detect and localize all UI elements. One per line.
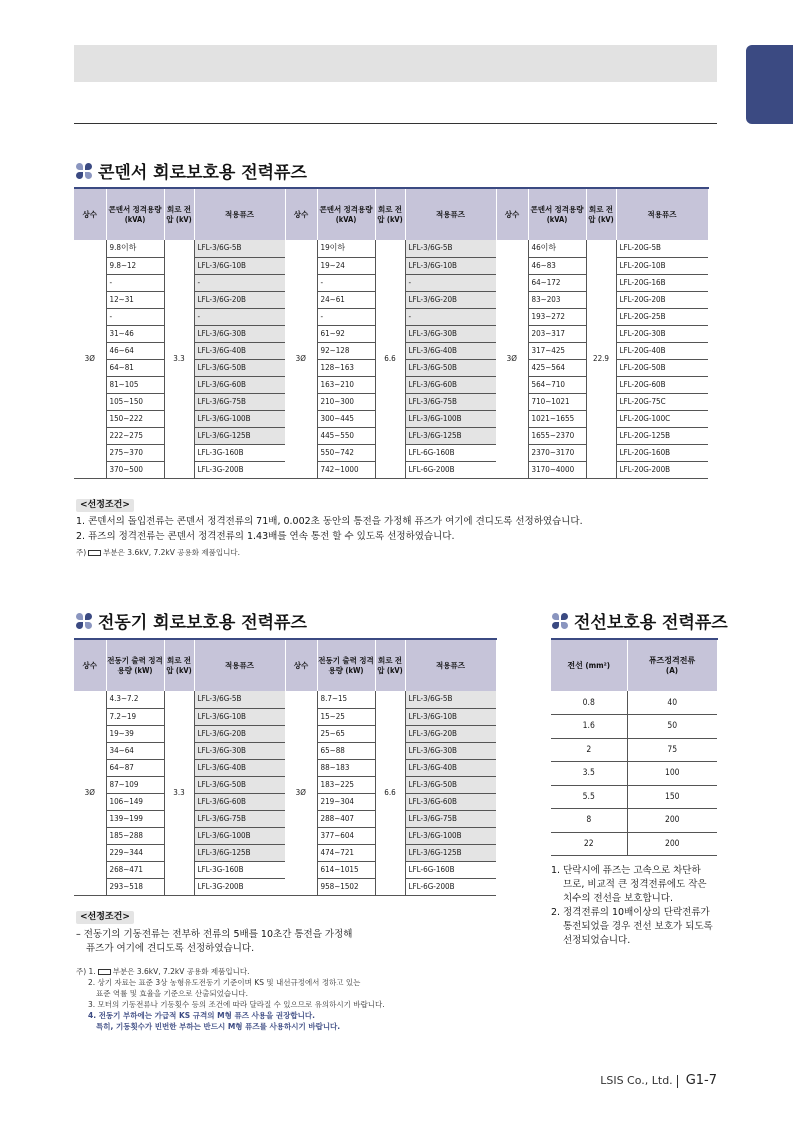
- fuse-cell: LFL-20G-100C: [616, 410, 708, 427]
- fuse-cell: LFL-3/6G-20B: [405, 291, 496, 308]
- capacity-cell: 185~288: [106, 827, 164, 844]
- fuse-cell: -: [194, 308, 285, 325]
- capacity-cell: 219~304: [317, 793, 375, 810]
- fuse-cell: LFL-3/6G-75B: [405, 810, 496, 827]
- fuse-cell: LFL-3/6G-125B: [194, 844, 285, 861]
- motor-footnote-4b: 특히, 기동횟수가 빈번한 부하는 반드시 M형 퓨즈를 사용하시기 바랍니다.: [96, 1022, 341, 1031]
- col-header-capacity: 콘덴서 정격용량 (kVA): [528, 188, 586, 240]
- col-header-voltage: 회로 전압 (kV): [586, 188, 616, 240]
- fuse-cell: LFL-3/6G-30B: [405, 325, 496, 342]
- header-bar: [74, 45, 717, 82]
- page-number: G1-7: [685, 1073, 717, 1088]
- motor-fuse-table: [74, 638, 497, 896]
- capacity-cell: 61~92: [317, 325, 375, 342]
- capacity-cell: 106~149: [106, 793, 164, 810]
- wire-size-cell: 0.8: [551, 691, 627, 715]
- fuse-cell: LFL-20G-5B: [616, 240, 708, 257]
- fuse-cell: LFL-20G-10B: [616, 257, 708, 274]
- wire-size-cell: 22: [551, 832, 627, 856]
- col-header-phase: 상수: [74, 639, 106, 691]
- bullet-icon: [76, 613, 92, 629]
- capacity-cell: 425~564: [528, 359, 586, 376]
- capacity-cell: 710~1021: [528, 393, 586, 410]
- page-footer: [600, 1073, 717, 1088]
- fuse-cell: LFL-3/6G-100B: [194, 410, 285, 427]
- col-header-fuse: 적용퓨즈: [616, 188, 708, 240]
- fuse-rating-cell: 40: [627, 691, 717, 715]
- capacity-cell: 105~150: [106, 393, 164, 410]
- capacity-cell: 3170~4000: [528, 461, 586, 478]
- wire-size-cell: 3.5: [551, 762, 627, 786]
- fuse-cell: LFL-20G-20B: [616, 291, 708, 308]
- fuse-cell: LFL-3/6G-5B: [194, 240, 285, 257]
- capacity-cell: 183~225: [317, 776, 375, 793]
- capacity-cell: 742~1000: [317, 461, 375, 478]
- table-row: [551, 785, 717, 809]
- voltage-cell: 6.6: [375, 240, 405, 478]
- capacity-cell: -: [317, 308, 375, 325]
- section-title-wire: 전선보호용 전력퓨즈: [552, 608, 728, 633]
- capacity-cell: 25~65: [317, 725, 375, 742]
- capacity-cell: 87~109: [106, 776, 164, 793]
- phase-cell: 3Ø: [285, 691, 317, 895]
- capacity-cell: 12~31: [106, 291, 164, 308]
- fuse-cell: LFL-3/6G-125B: [194, 427, 285, 444]
- fuse-rating-cell: 50: [627, 715, 717, 739]
- voltage-cell: 3.3: [164, 691, 194, 895]
- capacity-cell: 210~300: [317, 393, 375, 410]
- capacity-cell: 288~407: [317, 810, 375, 827]
- fuse-cell: LFL-3/6G-125B: [405, 844, 496, 861]
- fuse-cell: LFL-3/6G-50B: [405, 776, 496, 793]
- col-header-capacity: 콘덴서 정격용량 (kVA): [317, 188, 375, 240]
- fuse-cell: LFL-3/6G-20B: [194, 291, 285, 308]
- fuse-cell: LFL-3/6G-20B: [194, 725, 285, 742]
- col-header-wire: 전선 (mm²): [551, 639, 627, 691]
- capacity-cell: -: [106, 308, 164, 325]
- capacity-cell: 88~183: [317, 759, 375, 776]
- wire-size-cell: 2: [551, 738, 627, 762]
- capacity-cell: 958~1502: [317, 878, 375, 895]
- capacity-cell: -: [106, 274, 164, 291]
- fuse-cell: LFL-20G-60B: [616, 376, 708, 393]
- capacity-cell: 550~742: [317, 444, 375, 461]
- shaded-box-icon: [98, 969, 111, 975]
- fuse-rating-cell: 200: [627, 832, 717, 856]
- capacity-cell: 163~210: [317, 376, 375, 393]
- capacity-cell: 293~518: [106, 878, 164, 895]
- col-header-fuse: 적용퓨즈: [194, 188, 285, 240]
- capacity-cell: 275~370: [106, 444, 164, 461]
- col-header-capacity: 전동기 출력 정격용량 (kW): [317, 639, 375, 691]
- capacity-cell: 1021~1655: [528, 410, 586, 427]
- bullet-icon: [552, 613, 568, 629]
- fuse-cell: -: [405, 274, 496, 291]
- capacity-cell: 317~425: [528, 342, 586, 359]
- fuse-cell: LFL-3/6G-100B: [194, 827, 285, 844]
- capacity-cell: 19~39: [106, 725, 164, 742]
- phase-cell: 3Ø: [285, 240, 317, 478]
- fuse-cell: LFL-3/6G-40B: [194, 759, 285, 776]
- phase-cell: 3Ø: [74, 691, 106, 895]
- wire-note-1c: 치수의 전선을 보호합니다.: [563, 893, 674, 904]
- fuse-cell: LFL-3/6G-100B: [405, 410, 496, 427]
- table-row: [551, 691, 717, 715]
- capacity-cell: 46~64: [106, 342, 164, 359]
- col-header-voltage: 회로 전압 (kV): [164, 188, 194, 240]
- fuse-cell: LFL-20G-200B: [616, 461, 708, 478]
- table-row: [74, 691, 496, 708]
- table-row: [74, 240, 708, 257]
- fuse-cell: LFL-3/6G-50B: [194, 776, 285, 793]
- wire-fuse-table: [551, 638, 718, 856]
- capacity-cell: 31~46: [106, 325, 164, 342]
- bullet-icon: [76, 163, 92, 179]
- cap-note-3: 주) 부분은 3.6kV, 7.2kV 공용화 제품입니다.: [76, 548, 240, 557]
- fuse-cell: LFL-20G-25B: [616, 308, 708, 325]
- motor-footnote-1: 주) 1. 부분은 3.6kV, 7.2kV 공용화 제품입니다.: [76, 967, 250, 976]
- fuse-cell: LFL-3/6G-40B: [194, 342, 285, 359]
- capacity-cell: 65~88: [317, 742, 375, 759]
- capacity-cell: 7.2~19: [106, 708, 164, 725]
- fuse-cell: LFL-20G-30B: [616, 325, 708, 342]
- capacity-cell: 8.7~15: [317, 691, 375, 708]
- fuse-rating-cell: 150: [627, 785, 717, 809]
- fuse-cell: LFL-6G-160B: [405, 444, 496, 461]
- fuse-cell: LFL-3G-200B: [194, 461, 285, 478]
- voltage-cell: 22.9: [586, 240, 616, 478]
- capacity-cell: 222~275: [106, 427, 164, 444]
- col-header-phase: 상수: [74, 188, 106, 240]
- col-header-voltage: 회로 전압 (kV): [375, 639, 405, 691]
- capacity-cell: 445~550: [317, 427, 375, 444]
- fuse-cell: LFL-20G-160B: [616, 444, 708, 461]
- voltage-cell: 6.6: [375, 691, 405, 895]
- fuse-cell: LFL-3/6G-125B: [405, 427, 496, 444]
- col-header-voltage: 회로 전압 (kV): [375, 188, 405, 240]
- capacity-cell: 203~317: [528, 325, 586, 342]
- capacity-cell: 4.3~7.2: [106, 691, 164, 708]
- table-row: [551, 738, 717, 762]
- fuse-cell: LFL-20G-16B: [616, 274, 708, 291]
- capacity-cell: 46~83: [528, 257, 586, 274]
- wire-note-1b: 므로, 비교적 큰 정격전류에도 작은: [563, 879, 707, 890]
- cap-condition-badge: <선정조건>: [76, 498, 134, 512]
- capacity-cell: 193~272: [528, 308, 586, 325]
- capacity-cell: 24~61: [317, 291, 375, 308]
- fuse-cell: LFL-3/6G-75B: [405, 393, 496, 410]
- fuse-cell: LFL-20G-125B: [616, 427, 708, 444]
- capacity-cell: 9.8~12: [106, 257, 164, 274]
- fuse-cell: -: [194, 274, 285, 291]
- table-row: [551, 809, 717, 833]
- fuse-cell: LFL-3/6G-10B: [405, 708, 496, 725]
- voltage-cell: 3.3: [164, 240, 194, 478]
- fuse-cell: LFL-3/6G-60B: [405, 376, 496, 393]
- table-row: [551, 715, 717, 739]
- fuse-cell: LFL-3/6G-20B: [405, 725, 496, 742]
- motor-footnote-4a: 4. 전동기 부하에는 가급적 KS 규격의 M형 퓨즈 사용을 권장합니다.: [88, 1011, 315, 1020]
- capacity-cell: 139~199: [106, 810, 164, 827]
- fuse-cell: LFL-3/6G-10B: [194, 708, 285, 725]
- capacity-cell: 150~222: [106, 410, 164, 427]
- capacity-cell: 64~87: [106, 759, 164, 776]
- capacity-cell: 64~172: [528, 274, 586, 291]
- phase-cell: 3Ø: [74, 240, 106, 478]
- motor-note-1b: 퓨즈가 여기에 견디도록 선정하였습니다.: [86, 943, 255, 954]
- wire-note-2b: 통전되었을 경우 전선 보호가 되도록: [563, 921, 713, 932]
- col-header-capacity: 콘덴서 정격용량 (kVA): [106, 188, 164, 240]
- wire-size-cell: 1.6: [551, 715, 627, 739]
- shaded-box-icon: [88, 550, 101, 556]
- chapter-tab: [746, 45, 793, 124]
- capacity-cell: 34~64: [106, 742, 164, 759]
- section-title-capacitor: 콘덴서 회로보호용 전력퓨즈: [76, 158, 307, 183]
- capacity-cell: 229~344: [106, 844, 164, 861]
- fuse-cell: LFL-3/6G-60B: [194, 793, 285, 810]
- capacity-cell: 9.8이하: [106, 240, 164, 257]
- motor-condition-badge: <선정조건>: [76, 910, 134, 924]
- col-header-fuse: 적용퓨즈: [405, 188, 496, 240]
- cap-note-2: 2. 퓨즈의 정격전류는 콘덴서 정격전류의 1.43배를 연속 통전 할 수 있도록 선정하였습니다.: [76, 531, 455, 542]
- fuse-cell: LFL-6G-160B: [405, 861, 496, 878]
- capacity-cell: 474~721: [317, 844, 375, 861]
- fuse-cell: LFL-3/6G-10B: [194, 257, 285, 274]
- fuse-rating-cell: 100: [627, 762, 717, 786]
- col-header-phase: 상수: [285, 639, 317, 691]
- capacity-cell: 370~500: [106, 461, 164, 478]
- motor-footnote-2a: 2. 상기 자료는 표준 3상 농형유도전동기 기준이며 KS 및 내선규정에서 정하고 있는: [88, 978, 361, 987]
- fuse-cell: LFL-3G-160B: [194, 861, 285, 878]
- fuse-cell: LFL-20G-40B: [616, 342, 708, 359]
- fuse-cell: LFL-3/6G-10B: [405, 257, 496, 274]
- fuse-cell: LFL-6G-200B: [405, 878, 496, 895]
- capacity-cell: 92~128: [317, 342, 375, 359]
- capacity-cell: 64~81: [106, 359, 164, 376]
- capacity-cell: 564~710: [528, 376, 586, 393]
- capacity-cell: 19~24: [317, 257, 375, 274]
- motor-footnote-3: 3. 모터의 기동전류나 기동횟수 등의 조건에 따라 달라질 수 있으므로 유의하시기 바랍니다.: [88, 1000, 385, 1009]
- fuse-cell: -: [405, 308, 496, 325]
- table-row: [551, 832, 717, 856]
- capacity-cell: 15~25: [317, 708, 375, 725]
- capacity-cell: 1655~2370: [528, 427, 586, 444]
- phase-cell: 3Ø: [496, 240, 528, 478]
- motor-footnote-2b: 표준 역률 및 효율을 기준으로 산출되었습니다.: [96, 989, 248, 998]
- fuse-cell: LFL-3/6G-100B: [405, 827, 496, 844]
- fuse-rating-cell: 200: [627, 809, 717, 833]
- fuse-cell: LFL-20G-50B: [616, 359, 708, 376]
- col-header-fuse: 적용퓨즈: [194, 639, 285, 691]
- fuse-cell: LFL-3/6G-5B: [405, 691, 496, 708]
- capacitor-fuse-table: [74, 187, 709, 479]
- capacity-cell: 268~471: [106, 861, 164, 878]
- fuse-cell: LFL-3/6G-75B: [194, 810, 285, 827]
- fuse-rating-cell: 75: [627, 738, 717, 762]
- footer-divider: [677, 1075, 678, 1088]
- capacity-cell: 19이하: [317, 240, 375, 257]
- fuse-cell: LFL-3/6G-50B: [405, 359, 496, 376]
- capacity-cell: 614~1015: [317, 861, 375, 878]
- fuse-cell: LFL-3/6G-40B: [405, 759, 496, 776]
- col-header-phase: 상수: [285, 188, 317, 240]
- fuse-cell: LFL-3/6G-40B: [405, 342, 496, 359]
- capacity-cell: 300~445: [317, 410, 375, 427]
- capacity-cell: 46이하: [528, 240, 586, 257]
- fuse-cell: LFL-3/6G-60B: [194, 376, 285, 393]
- fuse-cell: LFL-3/6G-75B: [194, 393, 285, 410]
- capacity-cell: 2370~3170: [528, 444, 586, 461]
- capacity-cell: 81~105: [106, 376, 164, 393]
- wire-size-cell: 8: [551, 809, 627, 833]
- fuse-cell: LFL-3/6G-5B: [194, 691, 285, 708]
- fuse-cell: LFL-6G-200B: [405, 461, 496, 478]
- table-row: [551, 762, 717, 786]
- fuse-cell: LFL-3/6G-30B: [194, 325, 285, 342]
- wire-note-1a: 1. 단락시에 퓨즈는 고속으로 차단하: [551, 865, 701, 876]
- footer-company: LSIS Co., Ltd.: [600, 1074, 673, 1087]
- fuse-cell: LFL-3/6G-5B: [405, 240, 496, 257]
- col-header-phase: 상수: [496, 188, 528, 240]
- fuse-cell: LFL-3/6G-50B: [194, 359, 285, 376]
- header-rule: [74, 123, 717, 124]
- fuse-cell: LFL-3G-200B: [194, 878, 285, 895]
- section-title-motor: 전동기 회로보호용 전력퓨즈: [76, 608, 307, 633]
- capacity-cell: -: [317, 274, 375, 291]
- fuse-cell: LFL-3/6G-30B: [405, 742, 496, 759]
- wire-size-cell: 5.5: [551, 785, 627, 809]
- fuse-cell: LFL-3/6G-60B: [405, 793, 496, 810]
- col-header-rating: 퓨즈정격전류 (A): [627, 639, 717, 691]
- col-header-voltage: 회로 전압 (kV): [164, 639, 194, 691]
- wire-note-2c: 선정되었습니다.: [563, 935, 631, 946]
- capacity-cell: 83~203: [528, 291, 586, 308]
- col-header-capacity: 전동기 출력 정격용량 (kW): [106, 639, 164, 691]
- wire-note-2a: 2. 정격전류의 10배이상의 단락전류가: [551, 907, 710, 918]
- capacity-cell: 128~163: [317, 359, 375, 376]
- col-header-fuse: 적용퓨즈: [405, 639, 496, 691]
- fuse-cell: LFL-20G-75C: [616, 393, 708, 410]
- fuse-cell: LFL-3G-160B: [194, 444, 285, 461]
- motor-note-1a: – 전동기의 기동전류는 전부하 전류의 5배를 10초간 통전을 가정해: [76, 929, 353, 940]
- capacity-cell: 377~604: [317, 827, 375, 844]
- fuse-cell: LFL-3/6G-30B: [194, 742, 285, 759]
- cap-note-1: 1. 콘덴서의 돌입전류는 콘덴서 정격전류의 71배, 0.002초 동안의 통전을 가정해 퓨즈가 여기에 견디도록 선정하였습니다.: [76, 516, 583, 527]
